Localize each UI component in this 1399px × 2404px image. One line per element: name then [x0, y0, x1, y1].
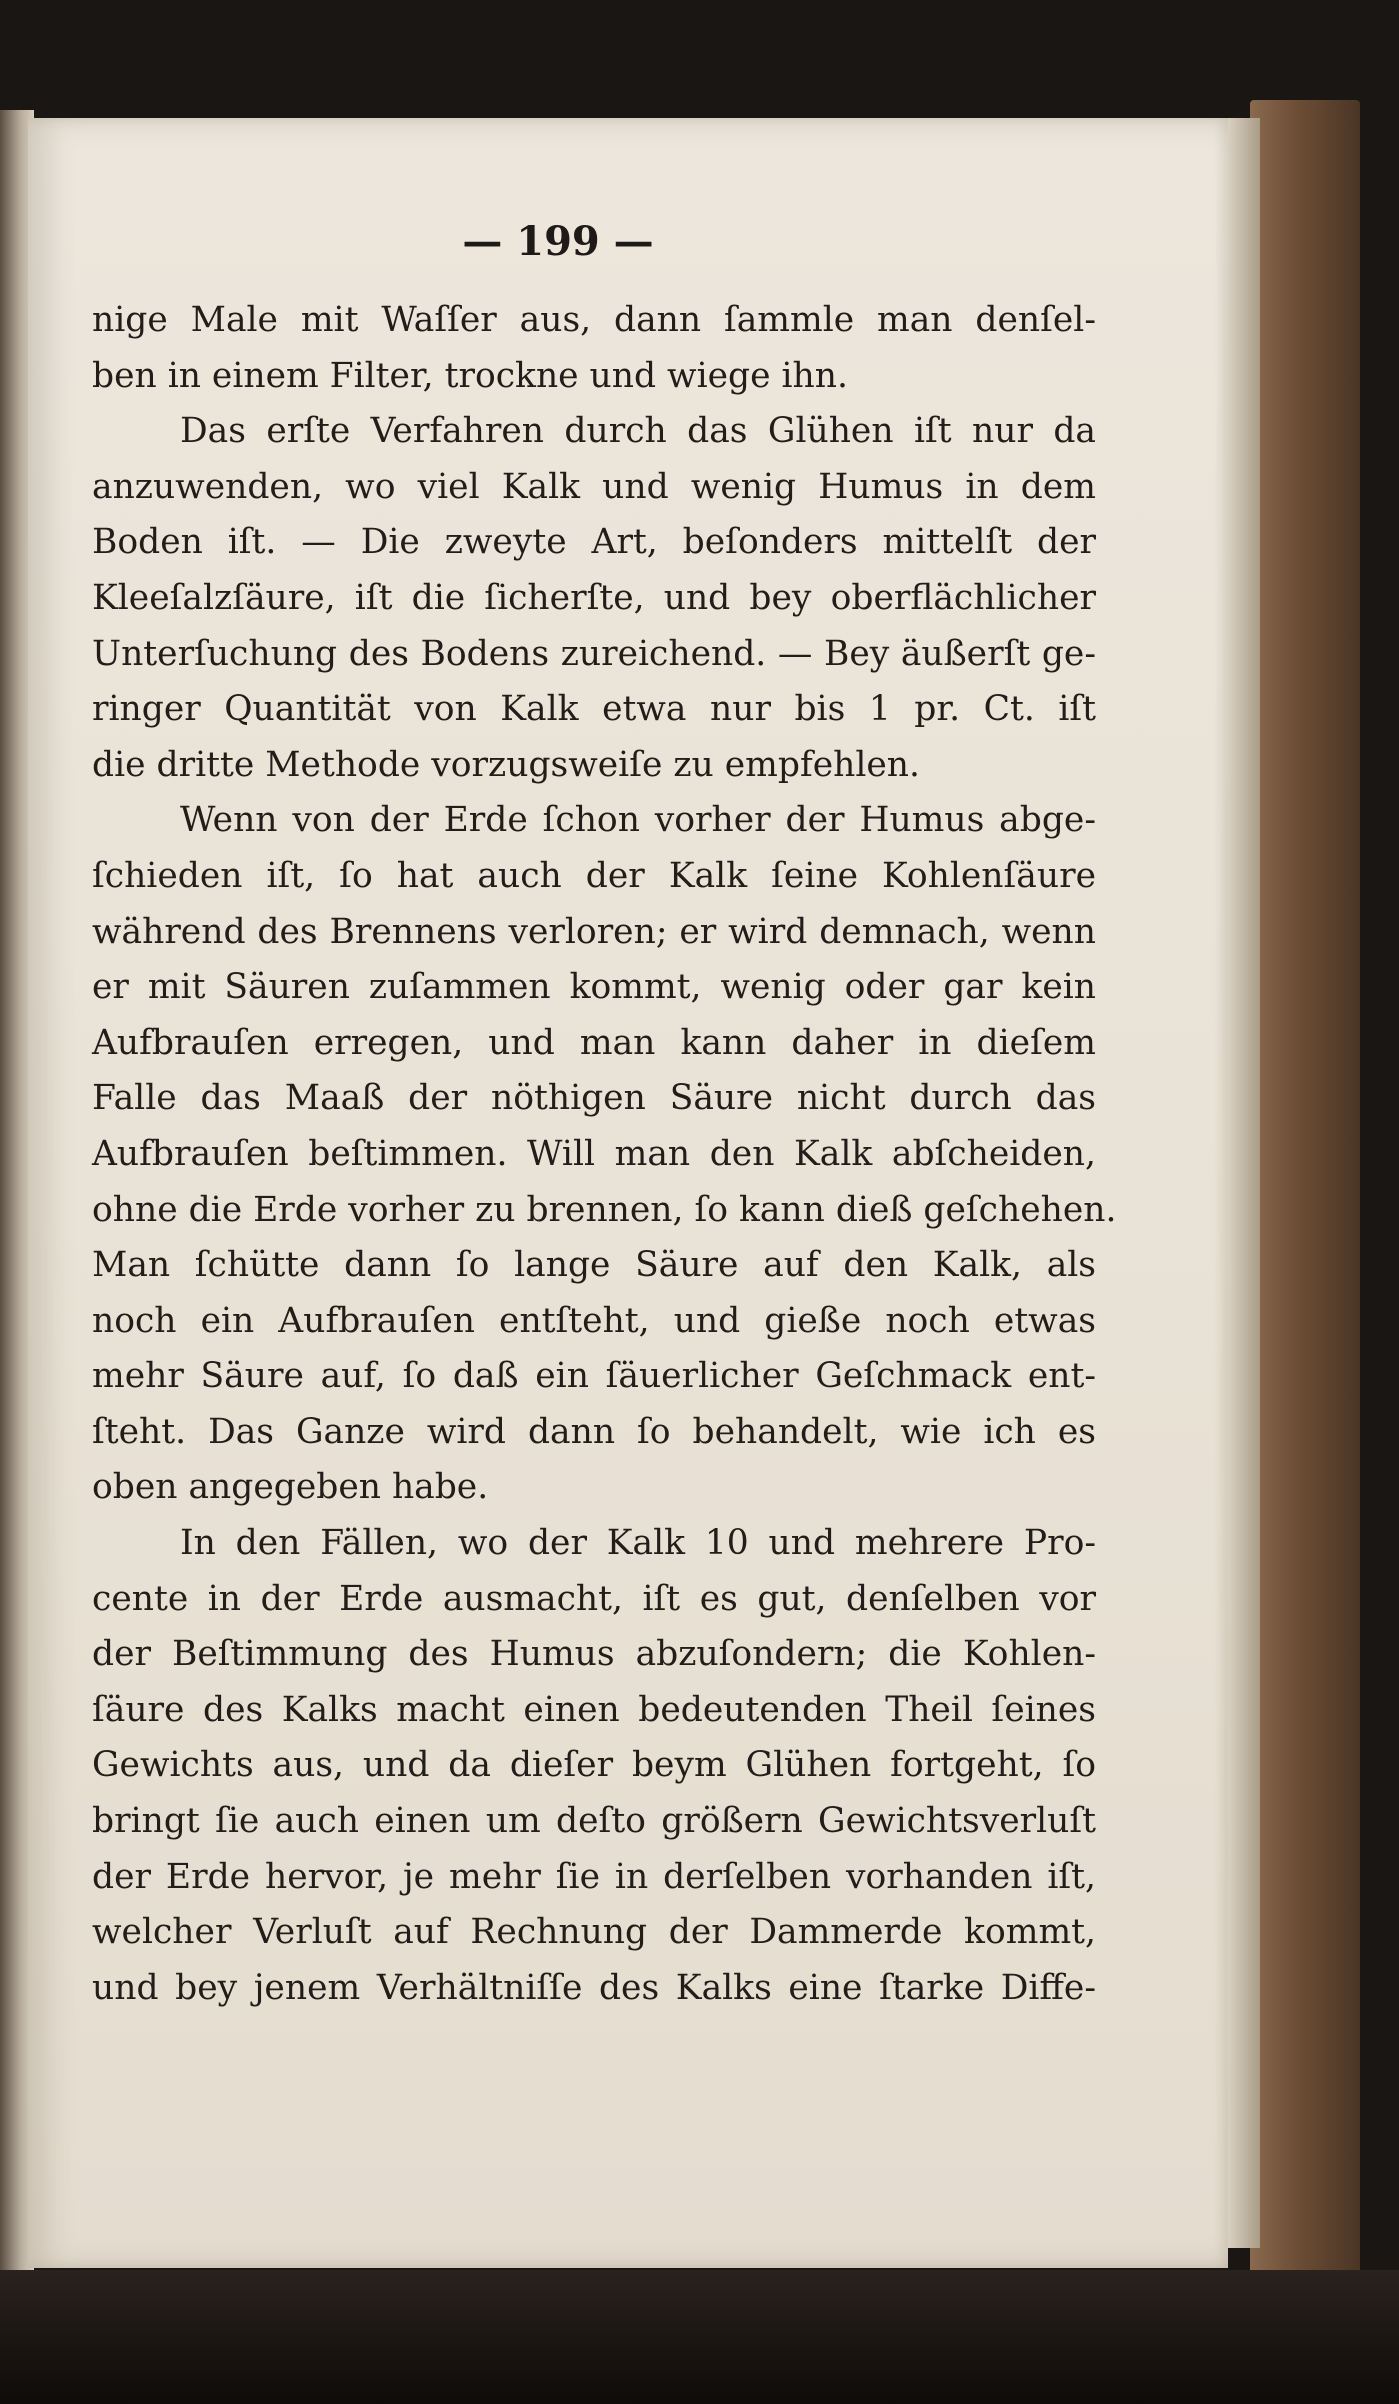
text-line: Wenn von der Erde ſchon vorher der Humus abge- [180, 800, 1096, 841]
text-line: ringer Quantität von Kalk etwa nur bis 1 pr. Ct. iſt [92, 689, 1096, 730]
text-line: Boden iſt. — Die zweyte Art, beſonders mittelſt der [92, 522, 1096, 563]
text-line: noch ein Aufbrauſen entſteht, und gieße noch etwas [92, 1300, 1096, 1341]
text-line: Gewichts aus, und da dieſer beym Glühen fortgeht, ſo [92, 1745, 1096, 1786]
text-line: ſchieden iſt, ſo hat auch der Kalk ſeine Kohlenſäure [92, 855, 1096, 896]
text-line: der Beſtimmung des Humus abzuſondern; die Kohlen- [92, 1634, 1096, 1675]
text-line: während des Brennens verloren; er wird demnach, wenn [92, 911, 1096, 952]
text-line: cente in der Erde ausmacht, iſt es gut, denſelben vor [92, 1578, 1096, 1619]
text-line: ſteht. Das Ganze wird dann ſo behandelt, wie ich es [92, 1411, 1096, 1452]
text-line: Aufbrauſen beſtimmen. Will man den Kalk abſcheiden, [92, 1133, 1096, 1174]
book-cover-edge [1250, 100, 1360, 2290]
text-line: ohne die Erde vorher zu brennen, ſo kann dieß geſchehen. [92, 1189, 1117, 1230]
bottom-shadow [0, 2270, 1399, 2404]
text-line: welcher Verluſt auf Rechnung der Dammerde kommt, [92, 1912, 1096, 1953]
text-line: Falle das Maaß der nöthigen Säure nicht durch das [92, 1078, 1096, 1119]
text-line: der Erde hervor, je mehr ſie in derſelben vorhanden iſt, [92, 1856, 1096, 1897]
text-line: ben in einem Filter, trockne und wiege ihn. [92, 355, 848, 396]
text-line: Kleeſalzſäure, iſt die ſicherſte, und bey oberflächlicher [92, 577, 1096, 618]
page-text [92, 293, 1117, 2016]
text-line: oben angegeben habe. [92, 1467, 489, 1508]
text-line: Man ſchütte dann ſo lange Säure auf den Kalk, als [92, 1245, 1096, 1286]
book-page [28, 118, 1228, 2268]
text-line: Aufbrauſen erregen, und man kann daher in dieſem [92, 1022, 1096, 1063]
text-line: Unterſuchung des Bodens zureichend. — Bey äußerſt ge- [92, 633, 1096, 674]
text-line: ſäure des Kalks macht einen bedeutenden Theil ſeines [92, 1689, 1096, 1730]
text-line: bringt ſie auch einen um deſto größern Gewichtsverluſt [92, 1801, 1096, 1842]
text-line: nige Male mit Waſſer aus, dann ſammle man denſel- [92, 300, 1096, 340]
page-number: — 199 — [462, 218, 654, 265]
text-line: er mit Säuren zuſammen kommt, wenig oder gar kein [92, 967, 1096, 1008]
text-line: anzuwenden, wo viel Kalk und wenig Humus in dem [92, 466, 1096, 507]
text-line: die dritte Methode vorzugsweiſe zu empfehlen. [92, 744, 920, 785]
text-line: Das erſte Verfahren durch das Glühen iſt nur da [180, 411, 1096, 452]
text-line: mehr Säure auf, ſo daß ein ſäuerlicher Geſchmack ent- [92, 1356, 1096, 1397]
text-line: und bey jenem Verhältniſſe des Kalks eine ſtarke Diffe- [92, 1967, 1096, 2008]
text-line: In den Fällen, wo der Kalk 10 und mehrere Pro- [180, 1523, 1096, 1564]
